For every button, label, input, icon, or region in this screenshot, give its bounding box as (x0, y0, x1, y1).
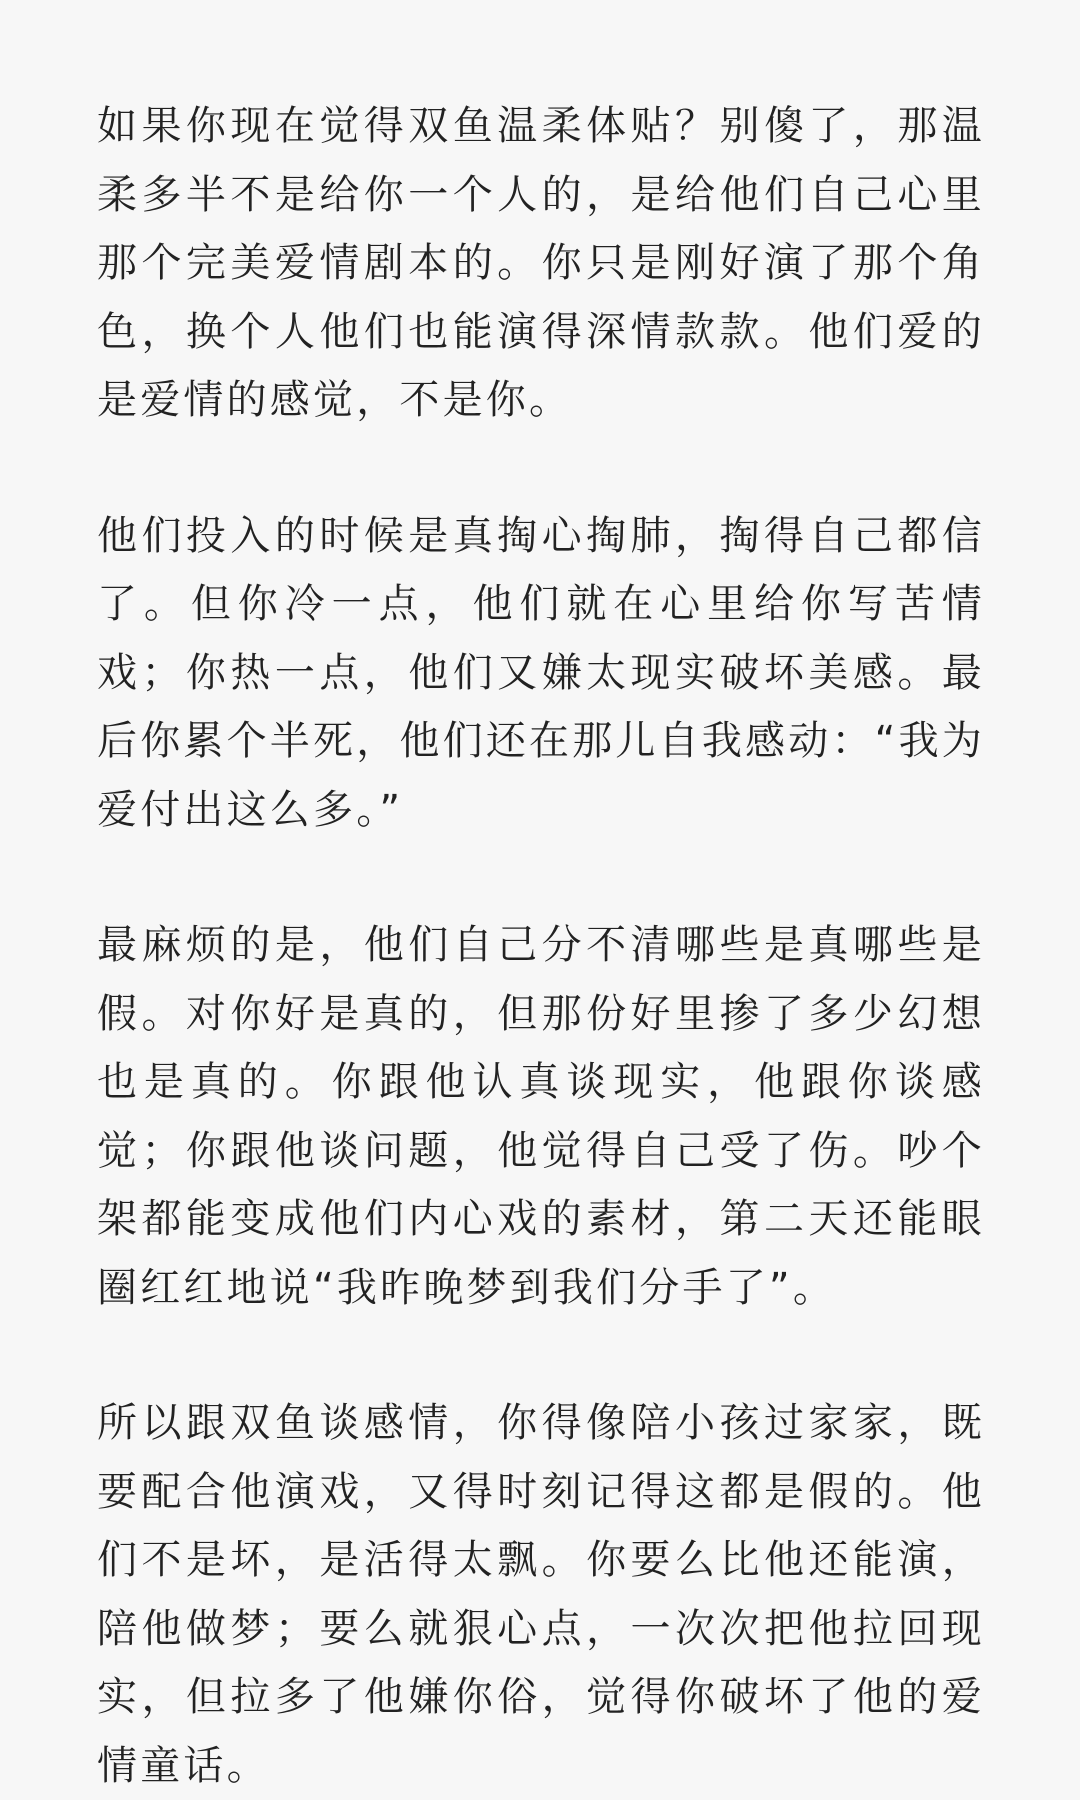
paragraph-2: 他们投入的时候是真掏心掏肺，掏得自己都信了。但你冷一点，他们就在心里给你写苦情戏；你热一点，他们又嫌太现实破坏美感。最后你累个半死，他们还在那儿自我感动：“我为爱付出这么多。” (97, 512, 985, 833)
paragraph-4: 所以跟双鱼谈感情，你得像陪小孩过家家，既要配合他演戏，又得时刻记得这都是假的。他们不是坏，是活得太飘。你要么比他还能演，陪他做梦；要么就狠心点，一次次把他拉回现实，但拉多了他嫌你俗，觉得你破坏了他的爱情童话。 (97, 1400, 985, 1789)
paragraph-3: 最麻烦的是，他们自己分不清哪些是真哪些是假。对你好是真的，但那份好里掺了多少幻想也是真的。你跟他认真谈现实，他跟你谈感觉；你跟他谈问题，他觉得自己受了伤。吵个架都能变成他们内心戏的素材，第二天还能眼圈红红地说“我昨晚梦到我们分手了”。 (97, 922, 985, 1311)
paragraph-1: 如果你现在觉得双鱼温柔体贴？别傻了，那温柔多半不是给你一个人的，是给他们自己心里那个完美爱情剧本的。你只是刚好演了那个角色，换个人他们也能演得深情款款。他们爱的是爱情的感觉，不是你。 (97, 103, 985, 423)
article-body (97, 92, 985, 1800)
